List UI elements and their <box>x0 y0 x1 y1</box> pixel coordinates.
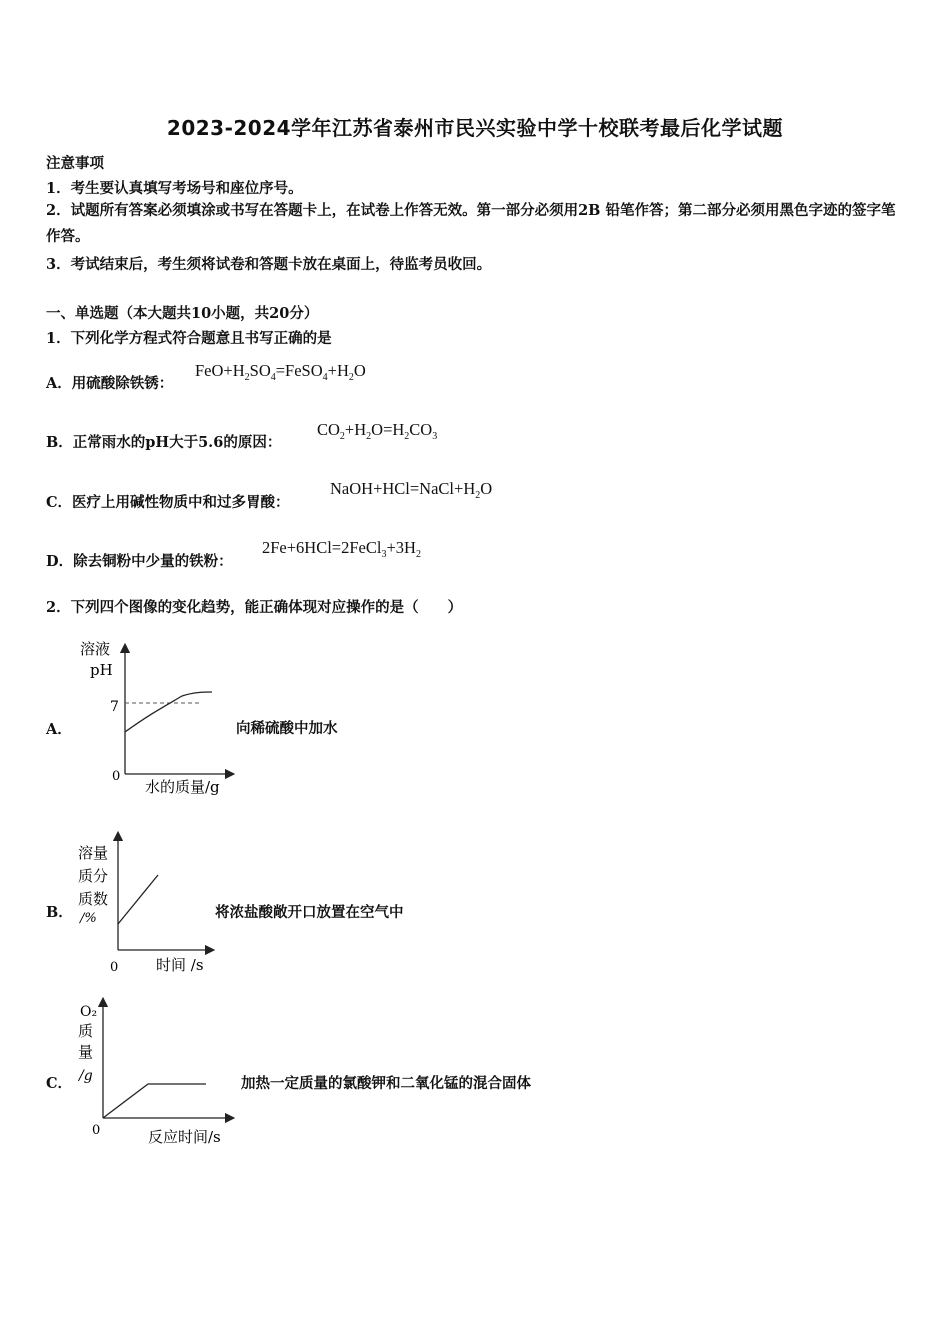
origin-label: 0 <box>112 769 121 784</box>
y-label-line1: 溶量 <box>78 844 109 862</box>
q1-option-a-label: A．用硫酸除铁锈： <box>46 375 174 392</box>
q1-option-a-equation: $FeO+H_2SO_4=FeSO_4+H_2O$ <box>195 361 366 383</box>
q2-graph-a-caption: 向稀硫酸中加水 <box>236 720 338 737</box>
q2-graph-c-caption: 加热一定质量的氯酸钾和二氧化锰的混合固体 <box>241 1075 531 1092</box>
y-label-line1: O₂ <box>80 1004 98 1020</box>
y-label-line4: /% <box>80 911 97 926</box>
notice-item-2: 2．试题所有答案必须填涂或书写在答题卡上，在试卷上作答无效。第一部分必须用2B 铅笔作答；第二部分必须用黑色字迹的签字笔作答。 <box>46 202 896 245</box>
ph-curve <box>125 692 212 732</box>
y-label-line2: 质 <box>78 1022 94 1040</box>
notice-item-1: 1．考生要认真填写考场号和座位序号。 <box>46 180 303 197</box>
q2-graph-c-letter: C． <box>46 1075 73 1092</box>
q1-stem: 1．下列化学方程式符合题意且书写正确的是 <box>46 330 332 347</box>
notice-item-3: 3．考试结束后，考生须将试卷和答题卡放在桌面上，待监考员收回。 <box>46 256 492 273</box>
q2-stem: 2．下列四个图像的变化趋势，能正确体现对应操作的是（ ） <box>46 599 463 616</box>
y-label-line3: 质数 <box>78 890 109 908</box>
notice-heading: 注意事项 <box>46 155 104 172</box>
q2-graph-a-letter: A． <box>46 721 72 738</box>
oxygen-mass-line <box>103 1084 206 1118</box>
x-label: 水的质量/g <box>145 778 220 796</box>
q1-option-b-equation: $CO_2+H_2O=H_2CO_3$ <box>317 420 438 442</box>
q2-graph-b-letter: B． <box>46 904 73 921</box>
q2-graph-b <box>70 826 220 978</box>
q1-option-c-equation: $NaOH+HCl=NaCl+H_2O$ <box>330 479 493 501</box>
q2-graph-b-caption: 将浓盐酸敞开口放置在空气中 <box>215 904 404 921</box>
page-title: 2023-2024学年江苏省泰州市民兴实验中学十校联考最后化学试题 <box>166 116 784 140</box>
y-label-line3: 量 <box>78 1043 94 1061</box>
q1-option-d-label: D．除去铜粉中少量的铁粉： <box>46 553 233 570</box>
y-tick-7: 7 <box>110 699 119 715</box>
x-label: 时间 /s <box>156 956 204 974</box>
y-label-line1: 溶液 <box>80 640 111 658</box>
y-label-line4: /g <box>79 1068 93 1084</box>
q2-graph-a <box>70 634 240 799</box>
section-heading: 一、单选题（本大题共10小题，共20分） <box>46 305 319 322</box>
q1-option-c-label: C．医疗上用碱性物质中和过多胃酸： <box>46 494 290 511</box>
y-label-line2: pH <box>90 661 113 679</box>
y-label-line2: 质分 <box>78 867 109 885</box>
origin-label: 0 <box>92 1123 101 1138</box>
q2-graph-c <box>70 994 245 1148</box>
q1-option-b-label: B．正常雨水的pH大于5.6的原因： <box>46 434 282 451</box>
origin-label: 0 <box>110 960 119 975</box>
q1-option-d-equation: $2Fe+6HCl=2FeCl_3+3H_2$ <box>262 538 421 560</box>
concentration-line <box>118 875 158 924</box>
x-label: 反应时间/s <box>148 1128 221 1146</box>
